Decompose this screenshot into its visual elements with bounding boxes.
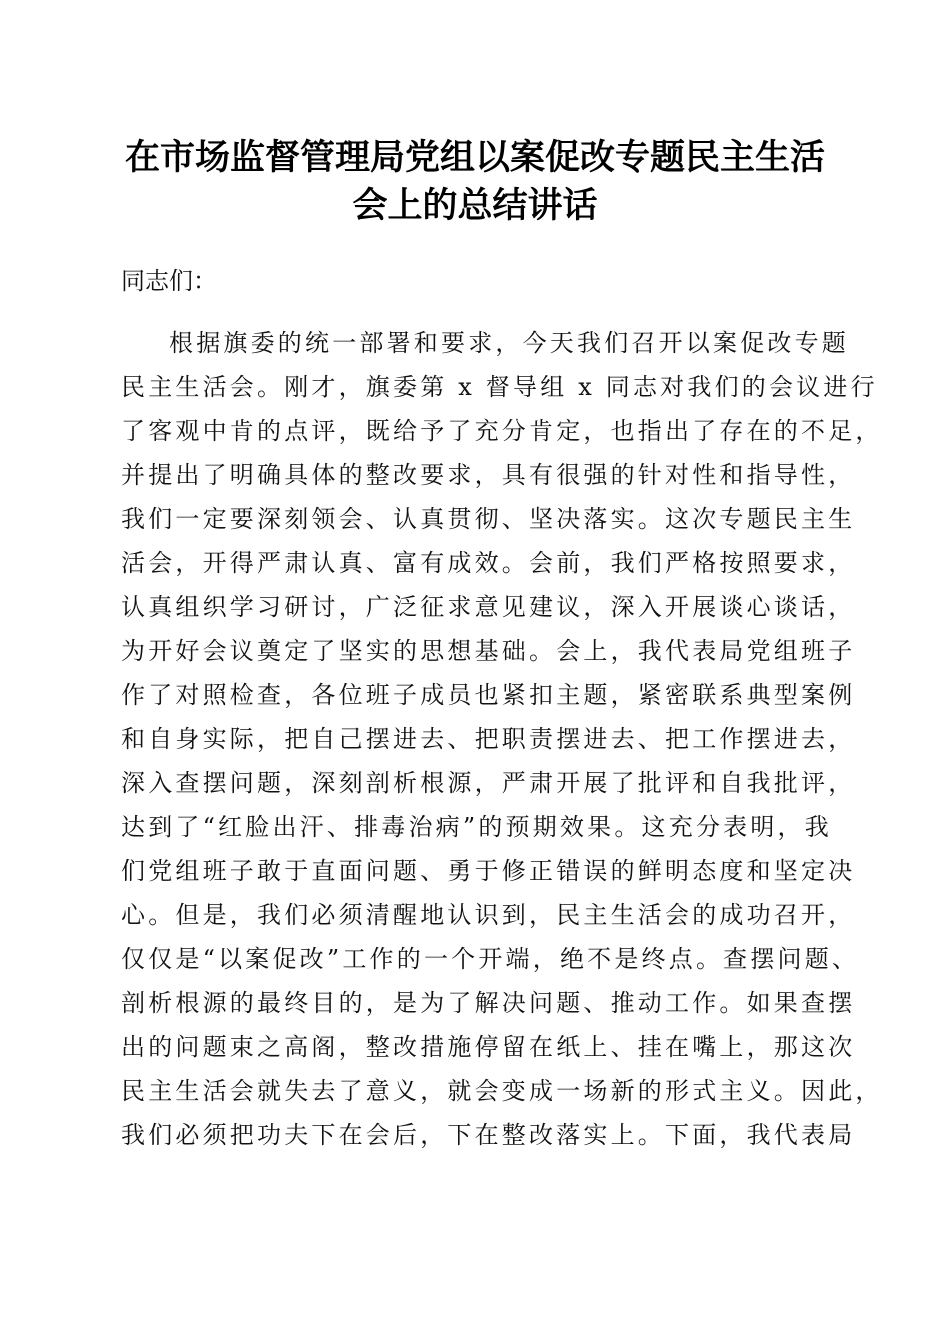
paragraph-line: 并提出了明确具体的整改要求，具有很强的针对性和指导性， (121, 461, 856, 489)
document-title (100, 134, 850, 230)
paragraph-line: 认真组织学习研讨，广泛征求意见建议，深入开展谈心谈话， (121, 593, 856, 621)
paragraph-line: 剖析根源的最终目的，是为了解决问题、推动工作。如果查摆 (121, 989, 856, 1017)
paragraph-line: 我们一定要深刻领会、认真贯彻、坚决落实。这次专题民主生 (121, 505, 856, 533)
paragraph-line: 们党组班子敢于直面问题、勇于修正错误的鲜明态度和坚定决 (121, 857, 856, 885)
paragraph-line: 民主生活会就失去了意义，就会变成一场新的形式主义。因此， (121, 1077, 883, 1105)
paragraph-line: 深入查摆问题，深刻剖析根源，严肃开展了批评和自我批评， (121, 769, 856, 797)
paragraph-line: 我们必须把功夫下在会后，下在整改落实上。下面，我代表局 (121, 1121, 856, 1149)
paragraph-line: 和自身实际，把自己摆进去、把职责摆进去、把工作摆进去， (121, 725, 856, 753)
paragraph-line: 达到了“红脸出汗、排毒治病”的预期效果。这充分表明，我 (121, 813, 832, 841)
paragraph-line: 出的问题束之高阁，整改措施停留在纸上、挂在嘴上，那这次 (121, 1033, 856, 1061)
salutation: 同志们： (121, 267, 217, 295)
paragraph-line: 活会，开得严肃认真、富有成效。会前，我们严格按照要求， (121, 549, 856, 577)
paragraph-line: 民主生活会。刚才，旗委第 x 督导组 x 同志对我们的会议进行 (121, 373, 878, 401)
paragraph-line: 仅仅是“以案促改”工作的一个开端，绝不是终点。查摆问题、 (121, 945, 860, 973)
paragraph-line: 为开好会议奠定了坚实的思想基础。会上，我代表局党组班子 (121, 637, 856, 665)
title-line-2: 会上的总结讲话 (352, 185, 598, 226)
body-paragraph (121, 321, 883, 1157)
paragraph-line: 心。但是，我们必须清醒地认识到，民主生活会的成功召开， (121, 901, 856, 929)
title-line-1: 在市场监督管理局党组以案促改专题民主生活 (124, 137, 825, 178)
paragraph-line: 作了对照检查，各位班子成员也紧扣主题，紧密联系典型案例 (121, 681, 856, 709)
paragraph-line: 根据旗委的统一部署和要求，今天我们召开以案促改专题 (169, 329, 849, 357)
paragraph-line: 了客观中肯的点评，既给予了充分肯定，也指出了存在的不足， (121, 417, 883, 445)
